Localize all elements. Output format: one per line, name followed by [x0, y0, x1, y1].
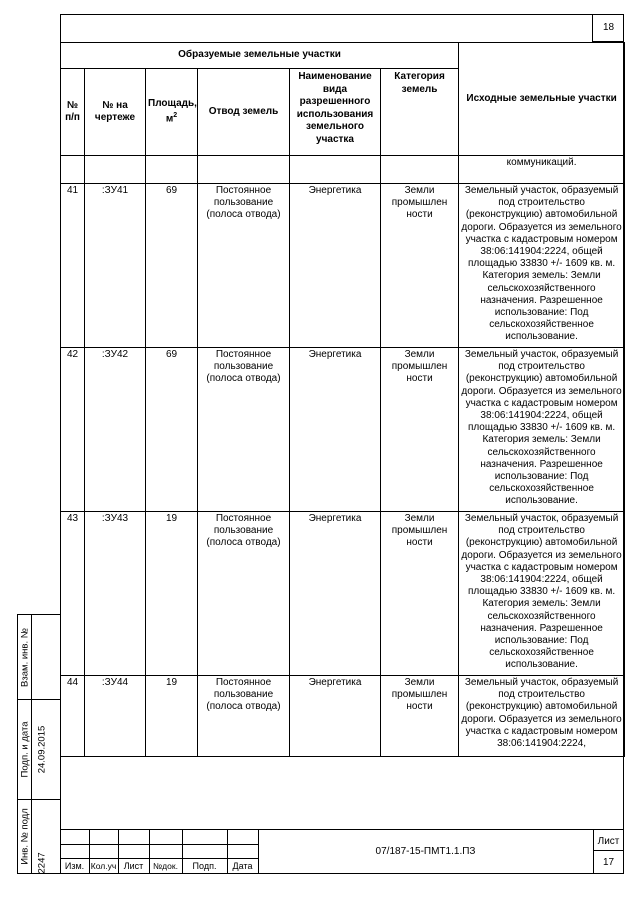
- tb-col-date: Дата: [232, 861, 253, 871]
- table-row: 42 :ЗУ42 69 Постоянное пользование (полоса отвода) Энергетика Земли промышлен ности Земельный участок, образуемый под строительство (реконструкцию) автомобильной дороги. Образуется из земельного участка с кадастровым номером 38:06:141904:2224, общей площадью 33830 +/- 1609 кв. м. Категория земель: Земли сельскохозяйственного назначения. Разрешенное использование: Под сельскохозяйственное использование.: [61, 348, 625, 512]
- table-row: 41 :ЗУ41 69 Постоянное пользование (полоса отвода) Энергетика Земли промышлен ности Земельный участок, образуемый под строительство (реконструкцию) автомобильной дороги. Образуется из земельного участка с кадастровым номером 38:06:141904:2224, общей площадью 33830 +/- 1609 кв. м. Категория земель: Земли сельскохозяйственного назначения. Разрешенное использование: Под сельскохозяйственное использование.: [61, 184, 625, 348]
- header-num: № п/п: [61, 69, 85, 156]
- inv-replace-label: Взам. инв. №: [19, 628, 31, 687]
- side-stamp-original: [17, 800, 61, 874]
- header-category: Категория земель: [381, 69, 459, 156]
- header-permitted-use: Наименование вида разрешенного использования земельного участка: [290, 69, 381, 156]
- header-allotment: Отвод земель: [198, 69, 290, 156]
- sign-date-value: 24.09.2015: [36, 725, 48, 774]
- continuation-row: [61, 156, 625, 184]
- tb-col-qty: Кол.уч: [90, 861, 117, 871]
- sheet-label: Лист: [597, 836, 620, 847]
- continuation-text: коммуникаций.: [459, 156, 625, 184]
- header-area: Площадь, $м^2$: [146, 69, 198, 156]
- sign-date-label: Подп. и дата: [19, 721, 31, 778]
- table-row: 44 :ЗУ44 19 Постоянное пользование (полоса отвода) Энергетика Земли промышлен ности Земельный участок, образуемый под строительство (реконструкцию) автомобильной дороги. Образуется из земельного участка с кадастровым номером 38:06:141904:2224,: [61, 676, 625, 757]
- header-drawing-num: № на чертеже: [85, 69, 146, 156]
- inv-original-number: 2247: [36, 852, 48, 874]
- table-row: 43 :ЗУ43 19 Постоянное пользование (полоса отвода) Энергетика Земли промышлен ности Земельный участок, образуемый под строительство (реконструкцию) автомобильной дороги. Образуется из земельного участка с кадастровым номером 38:06:141904:2224, общей площадью 33830 +/- 1609 кв. м. Категория земель: Земли сельскохозяйственного назначения. Разрешенное использование: Под сельскохозяйственное использование.: [61, 512, 625, 676]
- tb-col-sign: Подп.: [192, 861, 217, 871]
- sheet-number: 17: [602, 857, 615, 868]
- tb-col-sheet: Лист: [123, 861, 144, 871]
- header-source: Исходные земельные участки: [459, 43, 625, 156]
- tb-col-change: Изм.: [64, 861, 85, 871]
- top-page-number: 18: [592, 14, 624, 42]
- side-stamp-replace: [17, 614, 61, 700]
- document-code: 07/187-15-ПМТ1.1.ПЗ: [375, 846, 476, 857]
- land-plots-table: [60, 42, 625, 757]
- tb-col-docnum: №док.: [153, 861, 178, 871]
- inv-original-label: Инв. № подл: [19, 808, 31, 865]
- title-block: [60, 829, 624, 874]
- side-stamp-sign: [17, 700, 61, 800]
- group-header: Образуемые земельные участки: [61, 43, 459, 69]
